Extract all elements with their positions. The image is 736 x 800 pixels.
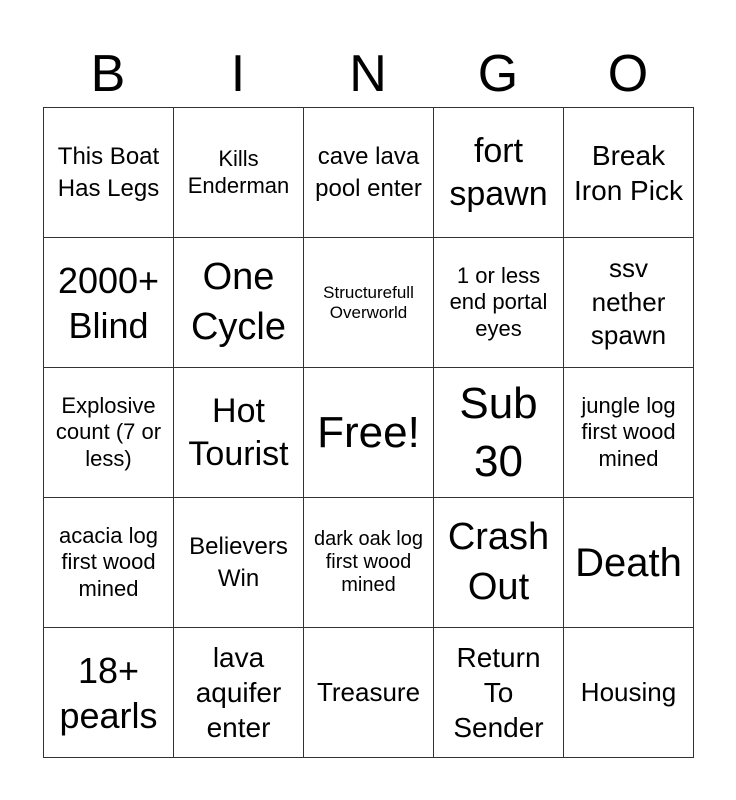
bingo-cell-label: Return To Sender	[453, 642, 544, 743]
bingo-cell-r0-c2[interactable]	[304, 108, 434, 238]
bingo-cell-label: Structurefull Overworld	[323, 282, 414, 322]
bingo-cell-r3-c2[interactable]	[304, 498, 434, 628]
bingo-cell-label: Sub 30	[459, 379, 538, 486]
bingo-cell-r0-c1[interactable]	[174, 108, 304, 238]
bingo-cell-r4-c3[interactable]	[434, 628, 564, 758]
bingo-cell-label: 1 or less end portal eyes	[449, 262, 548, 341]
bingo-cell-label: dark oak log first wood mined	[314, 528, 423, 596]
bingo-cell-r1-c0[interactable]	[44, 238, 174, 368]
bingo-cell-r2-c0[interactable]	[44, 368, 174, 498]
bingo-cell-r2-c3[interactable]	[434, 368, 564, 498]
bingo-cell-r1-c3[interactable]	[434, 238, 564, 368]
bingo-cell-label: Crash Out	[447, 516, 550, 608]
bingo-cell-label: Treasure	[316, 676, 421, 707]
bingo-cell-r4-c1[interactable]	[174, 628, 304, 758]
bingo-cell-r1-c2[interactable]	[304, 238, 434, 368]
bingo-cell-label: This Boat Has Legs	[57, 143, 160, 202]
header-letter-o: O	[607, 45, 649, 103]
bingo-cell-label: lava aquifer enter	[195, 642, 282, 743]
bingo-cell-r3-c4[interactable]	[564, 498, 694, 628]
bingo-cell-label: Believers Win	[189, 533, 288, 592]
bingo-cell-label: 18+ pearls	[59, 649, 158, 736]
bingo-cell-r4-c2[interactable]	[304, 628, 434, 758]
bingo-cell-r4-c0[interactable]	[44, 628, 174, 758]
bingo-cell-label: 2000+ Blind	[57, 259, 160, 346]
bingo-cell-r1-c1[interactable]	[174, 238, 304, 368]
bingo-cell-r1-c4[interactable]	[564, 238, 694, 368]
bingo-cell-label: Explosive count (7 or less)	[55, 392, 162, 471]
bingo-cell-r2-c4[interactable]	[564, 368, 694, 498]
header-letter-g: G	[477, 45, 519, 103]
bingo-cell-r3-c1[interactable]	[174, 498, 304, 628]
bingo-header	[43, 40, 693, 108]
header-letter-n: N	[349, 45, 387, 103]
bingo-cell-label: Break Iron Pick	[574, 139, 683, 206]
bingo-cell-r0-c0[interactable]	[44, 108, 174, 238]
free-space-label: Free!	[317, 407, 420, 457]
bingo-cell-label: Death	[575, 540, 682, 585]
bingo-cell-r4-c4[interactable]	[564, 628, 694, 758]
bingo-free-cell[interactable]	[304, 368, 434, 498]
bingo-cell-r0-c3[interactable]	[434, 108, 564, 238]
bingo-cell-r3-c3[interactable]	[434, 498, 564, 628]
bingo-cell-r0-c4[interactable]	[564, 108, 694, 238]
bingo-cell-label: cave lava pool enter	[315, 143, 422, 202]
bingo-board	[43, 107, 694, 758]
bingo-cell-label: Housing	[580, 676, 677, 707]
bingo-cell-label: fort spawn	[449, 132, 548, 213]
bingo-cell-r2-c1[interactable]	[174, 368, 304, 498]
bingo-cell-label: Hot Tourist	[188, 392, 289, 473]
header-letter-i: I	[230, 45, 246, 103]
bingo-cell-label: jungle log first wood mined	[581, 392, 676, 471]
bingo-cell-label: ssv nether spawn	[590, 252, 667, 351]
bingo-cell-r3-c0[interactable]	[44, 498, 174, 628]
header-letter-b: B	[90, 45, 126, 103]
bingo-cell-label: One Cycle	[190, 256, 287, 348]
bingo-cell-label: Kills Enderman	[187, 146, 290, 198]
bingo-cell-label: acacia log first wood mined	[58, 522, 159, 601]
